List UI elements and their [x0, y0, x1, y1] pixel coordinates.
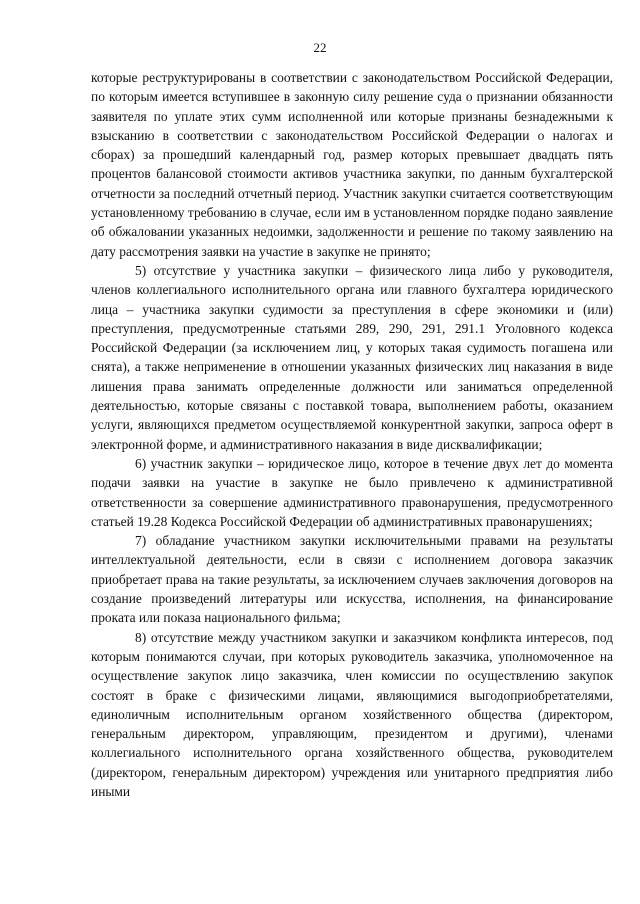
document-body — [91, 68, 613, 801]
paragraph-item-7: 7) обладание участником закупки исключительными правами на результаты интеллектуальной деятельности, если в связи с исполнением договора заказчик приобретает права на такие результаты, за исключением случаев заключения договоров на создание произведений литературы или искусства, исполнения, на финансирование проката или показа национального фильма; — [91, 533, 613, 626]
page-number: 22 — [313, 40, 327, 55]
paragraph-continuation: которые реструктурированы в соответствии с законодательством Российской Федерации, по которым имеется вступившее в законную силу решение суда о признании обязанности заявителя по уплате этих сумм исполненной или которые признаны безнадежными к взысканию в соответствии с законодательством Российской Федерации о налогах и сборах) за прошедший календарный год, размер которых превышает двадцать пять процентов балансовой стоимости активов участника закупки, по данным бухгалтерской отчетности за последний отчетный период. Участник закупки считается соответствующим установленному требованию в случае, если им в установленном порядке подано заявление об обжаловании указанных недоимки, задолженности и решение по такому заявлению на дату рассмотрения заявки на участие в закупке не принято; — [91, 70, 613, 259]
paragraph-item-6: 6) участник закупки – юридическое лицо, которое в течение двух лет до момента подачи заявки на участие в закупке не было привлечено к административной ответственности за совершение административного правонарушения, предусмотренного статьей 19.28 Кодекса Российской Федерации об административных правонарушениях; — [91, 455, 613, 529]
paragraph-item-5: 5) отсутствие у участника закупки – физического лица либо у руководителя, членов коллегиального исполнительного органа или главного бухгалтера юридического лица – участника закупки судимости за преступления в сфере экономики и (или) преступления, предусмотренные статьями 289, 290, 291, 291.1 Уголовного кодекса Российской Федерации (за исключением лиц, у которых такая судимость погашена или снята), а также неприменение в отношении указанных физических лиц наказания в виде лишения права занимать определенные должности или заниматься определенной деятельностью, которые связаны с поставкой товара, выполнением работы, оказанием услуги, являющихся предметом осуществляемой конкурентной закупки, запроса оферт в электронной форме, и административного наказания в виде дисквалификации; — [91, 262, 613, 452]
paragraph-item-8: 8) отсутствие между участником закупки и заказчиком конфликта интересов, под которым понимаются случаи, при которых руководитель заказчика, уполномоченное на осуществление закупок лицо заказчика, член комиссии по осуществлению закупок состоят в браке с физическими лицами, являющимися выгодоприобретателями, единоличным исполнительным органом хозяйственного общества (директором, генеральным директором, управляющим, президентом и другими), членами коллегиального исполнительного органа хозяйственного общества, руководителем (директором, генеральным директором) учреждения или унитарного предприятия либо иными — [91, 629, 613, 799]
